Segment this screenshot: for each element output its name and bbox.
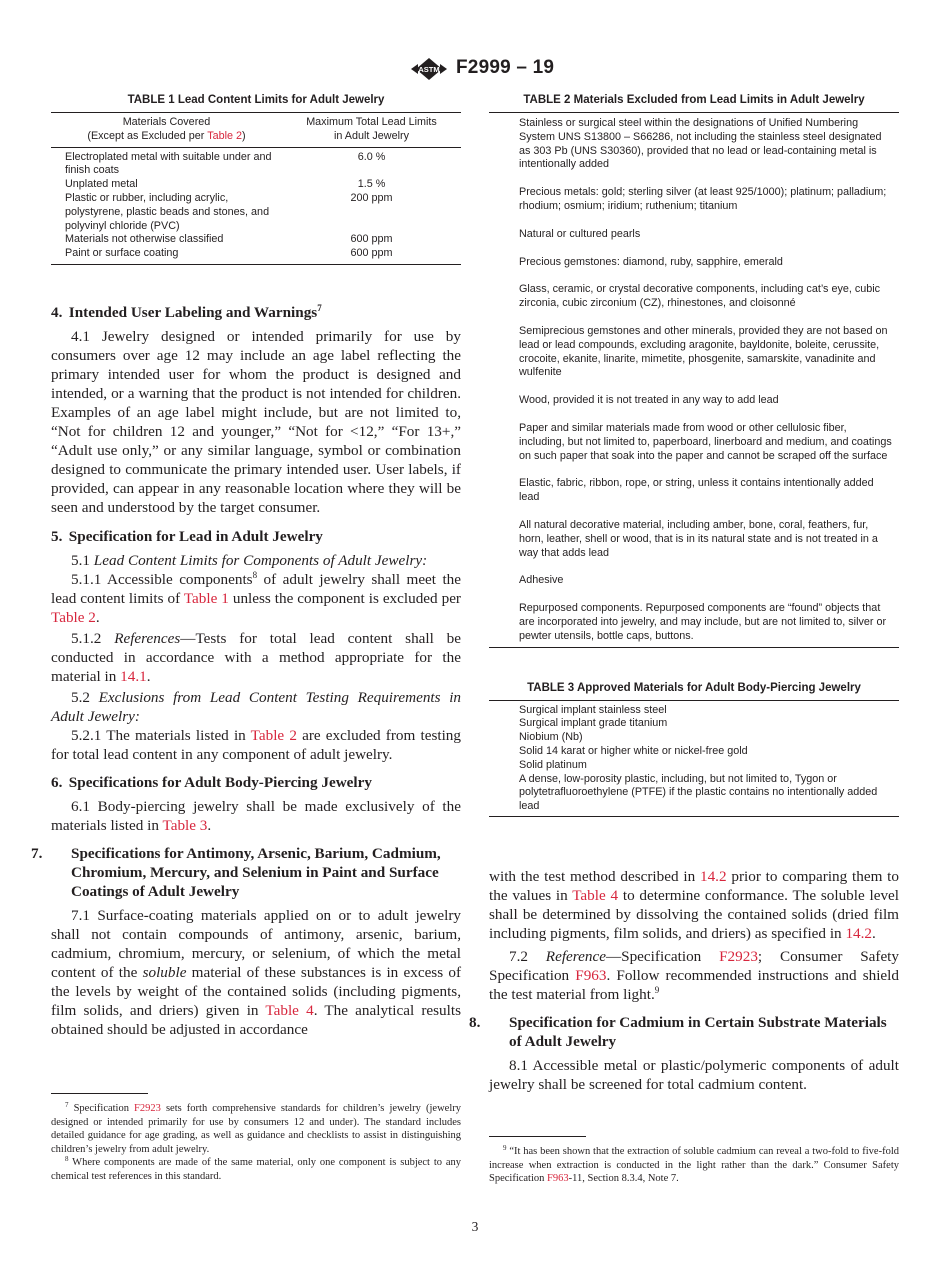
footnote-number: 7: [65, 1101, 69, 1109]
table-cell: All natural decorative material, including amber, bone, coral, feathers, fur, horn, leather, shell or wood, that is in its natural state and is not treated in a way that adds lead: [519, 518, 878, 559]
table-row: [489, 269, 899, 311]
section-14-2-link[interactable]: 14.2: [699, 868, 727, 885]
table1-col1-post: ): [242, 129, 246, 142]
table-cell: Semiprecious gemstones and other minerals, provided they are not based on lead or lead compounds, excluding aragonite, bayldonite, boleite, cerussite, crocoite, ekanite, linarite, mimetite, phosgenite, samarskite, vanadinite and wulfenite: [519, 324, 888, 379]
table1-col1-title: Materials Covered: [122, 116, 211, 128]
paragraph-7-1: [51, 906, 461, 1039]
table-row: [489, 214, 899, 242]
footnote-7: [51, 1102, 461, 1156]
text-run: unless the component is excluded per: [228, 589, 461, 607]
table3-link[interactable]: Table 3: [162, 816, 208, 834]
text-run: Where components are made of the same material, only one component is subject to any chemical test references in this standard.: [51, 1157, 461, 1182]
table-row: [489, 731, 899, 745]
footnote-8: [51, 1156, 461, 1183]
table-row: [489, 759, 899, 773]
table1-link[interactable]: Table 1: [183, 589, 229, 607]
text-run: prior to comparing them to the values in: [489, 868, 899, 904]
section-title: Specification for Cadmium in Certain Substrate Materials of Adult Jewelry: [509, 1014, 887, 1050]
paragraph-title: Lead Content Limits for Components of Adult Jewelry:: [93, 551, 428, 569]
table4-link[interactable]: Table 4: [265, 1001, 314, 1019]
text-run: . Follow recommended instructions and shield the test material from light.: [489, 967, 899, 1003]
page-number: 3: [471, 1219, 479, 1234]
footnote-ref[interactable]: 8: [252, 569, 258, 580]
footnote-divider: [489, 1136, 586, 1137]
table-row: [489, 242, 899, 270]
table-cell: Niobium (Nb): [519, 731, 583, 744]
footnotes-left: [51, 1093, 461, 1184]
table-cell-material: Electroplated metal with suitable under and finish coats: [65, 150, 272, 177]
footnote-9: [489, 1145, 899, 1186]
paragraph-6-1: [51, 797, 461, 835]
table-cell: Glass, ceramic, or crystal decorative components, including cat’s eye, cubic zirconia, cubic zirconium (CZ), rhinestones, and cloisonné: [519, 283, 881, 310]
table1-col2-header: [282, 113, 461, 148]
paragraph-5-1-1: [51, 570, 461, 627]
table-cell: Adhesive: [519, 574, 564, 587]
text-run: .: [872, 925, 876, 942]
section-number: 8.: [469, 1014, 481, 1031]
table-row: [489, 745, 899, 759]
text-run: “It has been shown that the extraction of soluble cadmium can reveal a two-fold to five-fold increase when extraction is conducted in the light rather than the dark.” Consumer Safety Specification: [489, 1146, 899, 1185]
table-row: [51, 178, 461, 192]
section-6: [51, 773, 461, 835]
table-cell-material: Materials not otherwise classified: [65, 233, 224, 246]
table-cell-material: Unplated metal: [65, 178, 138, 191]
table-cell-material: Plastic or rubber, including acrylic, polystyrene, plastic beads and stones, and polyvinyl chloride (PVC): [65, 191, 270, 232]
section-5: [51, 527, 461, 764]
table1-col2-title: Maximum Total Lead Limits: [306, 116, 437, 128]
table-row: [489, 505, 899, 560]
text-run: sets forth comprehensive standards for children’s jewelry (jewelry designed or intended primarily for use by consumers 12 and under). The standard includes detailed guidance for age grading, as well as guidance and checklists to assist in distinguishing children’s jewelry from adult jewelry.: [51, 1103, 461, 1155]
table-row: [489, 380, 899, 408]
table3-caption: TABLE 3 Approved Materials for Adult Body-Piercing Jewelry: [527, 681, 861, 694]
section-number: 5.: [51, 527, 63, 545]
text-run: of adult jewelry shall meet the lead content limits of: [51, 570, 462, 607]
table-row: [489, 172, 899, 214]
table2-link[interactable]: Table 2: [250, 726, 297, 744]
paragraph-5-2-1: [51, 726, 461, 764]
paragraph-number: 5.2: [71, 688, 90, 706]
text-run: —Tests for total lead content shall be conducted in accordance with a method appropriate for the material in: [51, 629, 462, 685]
section-number: 7.: [31, 844, 43, 862]
footnotes-right: [489, 1136, 899, 1186]
table1: [51, 112, 461, 265]
table-row: [489, 717, 899, 731]
table-row: [489, 311, 899, 380]
section-8-heading: [469, 1013, 899, 1051]
right-column: [489, 92, 899, 817]
page-header: [0, 56, 950, 86]
section-7-heading: [31, 844, 461, 901]
section-4-heading: [51, 303, 461, 322]
text-run: Specification: [68, 1103, 135, 1114]
text-run: material of these substances is in excess of the levels by weight of the contained solids (including pigments, film solids, and driers) given in: [51, 963, 461, 1019]
table1-col1-header: [51, 113, 282, 148]
table1-col1-pre: (Except as Excluded per: [87, 129, 208, 142]
paragraph-number: 5.1: [71, 551, 90, 569]
astm-logo-text: ASTM: [418, 65, 440, 74]
table2-link[interactable]: Table 2: [51, 608, 96, 626]
text-run: are excluded from testing for total lead content in any component of adult jewelry.: [51, 726, 461, 763]
section-4: [51, 303, 461, 517]
table-cell-material: Paint or surface coating: [51, 247, 282, 264]
table-row: [489, 408, 899, 463]
paragraph-8-1: 8.1 Accessible metal or plastic/polymeric components of adult jewelry shall be screened for total cadmium content.: [489, 1057, 899, 1093]
paragraph-number: 7.2: [509, 948, 528, 965]
paragraph-4-1: 4.1 Jewelry designed or intended primarily for use by consumers over age 12 may include an age label reflecting the primary intended user for whom the product is designed and intended, or a warning that the product is not intended for children. Examples of an age label might include, but are not limited to, “Not for children 12 and younger,” “Not for <12,” “For 13+,” “Adult use only,” or any similar language, symbol or combination designed to communicate the primary intended user. User labels, if provided, can appear in any reasonable location where they will be seen and understood by the target consumer.: [51, 327, 461, 516]
section-7: [31, 844, 462, 1039]
table-cell: Elastic, fabric, ribbon, rope, or string, unless it contains intentionally added lead: [519, 477, 874, 504]
astm-logo-icon: [410, 56, 448, 82]
table-cell: Solid platinum: [519, 758, 587, 771]
table-row: [489, 773, 899, 817]
f963-link[interactable]: F963: [547, 1173, 569, 1185]
table2: [489, 112, 899, 648]
paragraph-title: References: [114, 629, 181, 647]
paragraph-title: Reference: [545, 948, 606, 965]
table-cell: Surgical implant stainless steel: [519, 703, 667, 716]
table-cell: Precious gemstones: diamond, ruby, sapphire, emerald: [519, 255, 783, 268]
text-run: . The analytical results obtained should be adjusted in accordance: [51, 1001, 462, 1038]
section-5-heading: [51, 527, 461, 546]
section-14-1-link[interactable]: 14.1: [120, 667, 147, 685]
table-row: [51, 247, 461, 264]
table-row: [489, 560, 899, 588]
text-run: 5.2.1 The materials listed in: [71, 726, 251, 744]
table-row: [51, 192, 461, 233]
footnote-ref[interactable]: 7: [317, 302, 322, 313]
text-run: 6.1 Body-piercing jewelry shall be made exclusively of the materials listed in: [51, 797, 461, 834]
section-6-heading: [51, 773, 461, 792]
paragraph-7-2: [489, 947, 899, 1004]
text-run: soluble: [142, 963, 187, 981]
table4-link[interactable]: Table 4: [572, 887, 619, 904]
paragraph-number: 5.1.2: [71, 629, 102, 647]
section-title: Specification for Lead in Adult Jewelry: [68, 527, 323, 545]
paragraph-5-1: [51, 551, 461, 570]
section-title: Intended User Labeling and Warnings: [68, 303, 318, 321]
section-number: 4.: [51, 303, 63, 321]
table-cell-limit: 600 ppm: [282, 247, 461, 264]
text-run: .: [95, 608, 100, 626]
text-run: .: [146, 667, 151, 685]
section-number: 6.: [51, 773, 63, 791]
right-column-text: [469, 867, 899, 1094]
text-run: ; Consumer Safety Specification: [489, 948, 899, 984]
table-cell: Repurposed components. Repurposed components are “found” objects that are incorporated into jewelry, and may include, but are not limited to, silver or pewter utensils, bottle caps, buttons.: [519, 602, 887, 642]
table-cell: Wood, provided it is not treated in any way to add lead: [519, 394, 779, 407]
footnote-number: 8: [65, 1155, 69, 1164]
text-run: —Specification: [605, 948, 720, 965]
section-title: Specifications for Adult Body-Piercing Jewelry: [68, 773, 372, 791]
table-cell: Natural or cultured pearls: [519, 227, 641, 240]
paragraph-5-2: [51, 688, 461, 726]
table2-caption: TABLE 2 Materials Excluded from Lead Limits in Adult Jewelry: [523, 94, 865, 106]
section-title: Specifications for Antimony, Arsenic, Barium, Cadmium, Chromium, Mercury, and Selenium in Paint and Surface Coatings of Adult Jewelry: [71, 844, 441, 900]
section-14-2-link[interactable]: 14.2: [845, 925, 873, 942]
table-cell-limit: 6.0 %: [357, 150, 386, 163]
table2-link[interactable]: Table 2: [207, 129, 243, 142]
table-row: [489, 113, 899, 173]
f2923-link[interactable]: F2923: [719, 948, 758, 965]
table-row: [489, 463, 899, 505]
table1-caption: TABLE 1 Lead Content Limits for Adult Jewelry: [127, 94, 385, 106]
f963-link[interactable]: F963: [575, 967, 607, 984]
footnote-divider: [51, 1093, 148, 1094]
table-cell: Surgical implant grade titanium: [519, 717, 668, 730]
table1-col2-subtitle: in Adult Jewelry: [333, 129, 409, 142]
table-cell: Paper and similar materials made from wood or other cellulosic fiber, including, but not limited to, paperboard, linerboard and medium, and coatings on such paper that soak into the paper and cannot be scraped off the surface: [519, 421, 892, 462]
paragraph-7-1-continued: [489, 867, 899, 943]
table-cell-limit: 600 ppm: [350, 233, 393, 246]
f2923-link[interactable]: F2923: [134, 1103, 161, 1114]
table-row: [489, 588, 899, 647]
footnote-ref[interactable]: 9: [654, 985, 660, 995]
table-cell: Precious metals: gold; sterling silver (at least 925/1000); platinum; palladium; rhodium; osmium; iridium; ruthenium; titanium: [519, 186, 887, 212]
table-row: [489, 700, 899, 717]
paragraph-5-1-2: [51, 629, 461, 686]
left-column: [31, 92, 462, 1039]
text-run: 7.1 Surface-coating materials applied on or to adult jewelry shall not contain compounds of antimony, arsenic, barium, cadmium, chromium, mercury, or selenium, of which the metal content of the: [51, 906, 461, 981]
table-cell: Stainless or surgical steel within the designations of Unified Numbering System UNS S13800 – S66286, not including the stainless steel designated as 303 Pb (UNS S30360), provided that no lead or lead-containing metal is intentionally added: [519, 117, 882, 171]
table-cell-limit: 200 ppm: [350, 191, 393, 204]
text-run: -11, Section 8.3.4, Note 7.: [568, 1173, 679, 1185]
text-run: 5.1.1 Accessible components: [71, 570, 253, 588]
footnote-number: 9: [503, 1144, 507, 1152]
table-cell: A dense, low-porosity plastic, including, but not limited to, Tygon or polytetrafluoroethylene (PTFE) if the plastic contains no intentionally added lead: [519, 772, 878, 813]
text-run: .: [207, 816, 212, 834]
text-run: to determine conformance. The soluble level shall be determined by dissolving the contained solids (dried film including pigments, film solids, and driers) as specified in: [489, 887, 899, 942]
table-row: [51, 147, 461, 178]
text-run: with the test method described in: [489, 868, 700, 885]
table-row: [51, 233, 461, 247]
paragraph-title: Exclusions from Lead Content Testing Requirements in Adult Jewelry:: [51, 688, 462, 725]
table3: [489, 700, 899, 817]
table-cell: Solid 14 karat or higher white or nickel-free gold: [519, 744, 748, 757]
table-cell-limit: 1.5 %: [357, 178, 386, 191]
document-number: F2999 – 19: [456, 57, 555, 78]
